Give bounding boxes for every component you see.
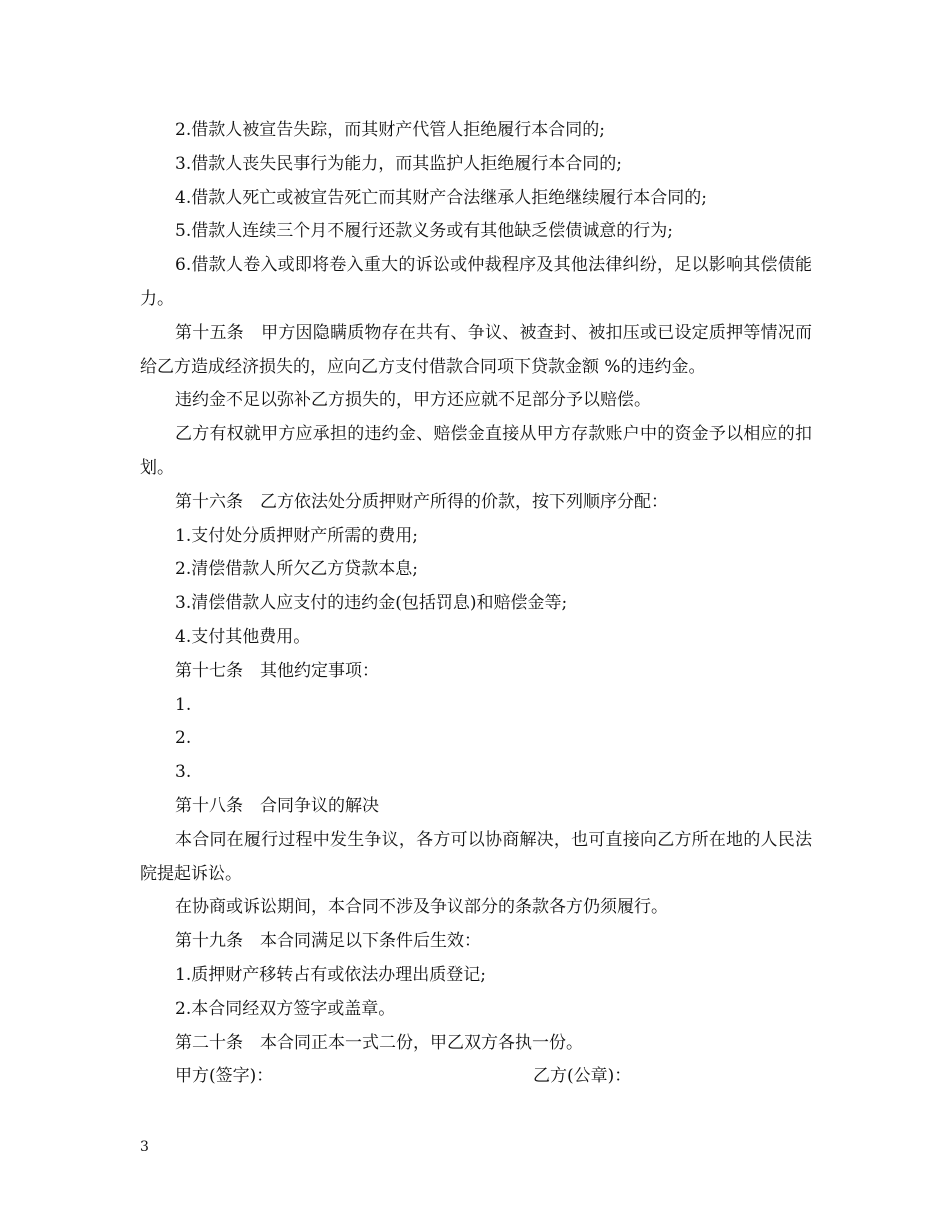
- page-number: 3: [140, 1139, 149, 1155]
- party-a-signature-label: 甲方(签字)：: [175, 1066, 274, 1087]
- clause-default-incapacity: 3.借款人丧失民事行为能力，而其监护人拒绝履行本合同的;: [175, 153, 622, 174]
- article-17-item-2: 2.: [175, 728, 192, 749]
- article-20: 第二十条 本合同正本一式二份，甲乙双方各执一份。: [175, 1032, 583, 1053]
- article-17-item-3: 3.: [175, 762, 192, 783]
- article-16-item-1: 1.支付处分质押财产所需的费用;: [175, 525, 418, 546]
- article-15-compensation: 违约金不足以弥补乙方损失的，甲方还应就不足部分予以赔偿。: [175, 390, 651, 411]
- article-15: 第十五条 甲方因隐瞒质物存在共有、争议、被查封、被扣压或已设定质押等情况而给乙方造成经济损失的，应向乙方支付借款合同项下贷款金额 %的违约金。: [140, 322, 812, 377]
- party-b-seal-label: 乙方(公章)：: [533, 1066, 632, 1087]
- article-16-item-4: 4.支付其他费用。: [175, 626, 311, 647]
- article-19-item-1: 1.质押财产移转占有或依法办理出质登记;: [175, 964, 486, 985]
- signature-row: [140, 1060, 812, 1094]
- article-18-dispute: 本合同在履行过程中发生争议，各方可以协商解决，也可直接向乙方所在地的人民法院提起诉讼。: [140, 829, 812, 884]
- clause-default-nonpayment: 5.借款人连续三个月不履行还款义务或有其他缺乏偿债诚意的行为;: [175, 221, 673, 242]
- article-16-item-2: 2.清偿借款人所欠乙方贷款本息;: [175, 559, 418, 580]
- article-15-deduction: 乙方有权就甲方应承担的违约金、赔偿金直接从甲方存款账户中的资金予以相应的扣划。: [140, 424, 812, 478]
- clause-default-litigation: 6.借款人卷入或即将卷入重大的诉讼或仲裁程序及其他法律纠纷，足以影响其偿债能力。: [140, 255, 812, 309]
- article-18: 第十八条 合同争议的解决: [175, 795, 379, 816]
- article-19: 第十九条 本合同满足以下条件后生效：: [175, 931, 481, 952]
- article-17: 第十七条 其他约定事项：: [175, 660, 379, 681]
- article-17-item-1: 1.: [175, 694, 192, 715]
- article-19-item-2: 2.本合同经双方签字或盖章。: [175, 998, 396, 1019]
- article-16: 第十六条 乙方依法处分质押财产所得的价款，按下列顺序分配：: [175, 491, 668, 512]
- clause-default-death: 4.借款人死亡或被宣告死亡而其财产合法继承人拒绝继续履行本合同的;: [175, 187, 707, 208]
- article-16-item-3: 3.清偿借款人应支付的违约金(包括罚息)和赔偿金等;: [175, 593, 568, 614]
- document-body: [140, 114, 812, 1094]
- clause-default-missing: 2.借款人被宣告失踪，而其财产代管人拒绝履行本合同的;: [175, 120, 605, 140]
- article-18-continuation: 在协商或诉讼期间，本合同不涉及争议部分的条款各方仍须履行。: [175, 897, 668, 918]
